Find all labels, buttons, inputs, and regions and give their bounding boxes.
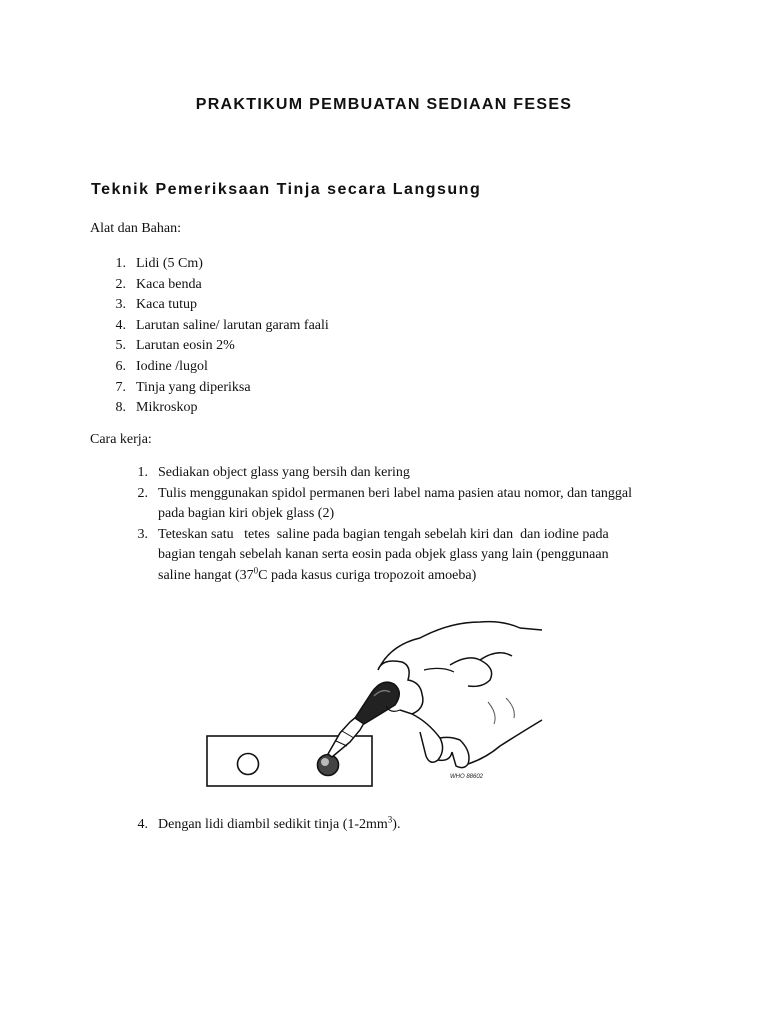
list-item (0, 316, 329, 337)
step-number: 3. (137, 526, 148, 542)
list-number: 1. (115, 256, 126, 271)
hand (378, 622, 542, 768)
tools-label: Alat dan Bahan: (90, 221, 181, 236)
list-number: 2. (115, 276, 126, 292)
list-item (0, 336, 329, 357)
list-text: Larutan eosin 2% (136, 338, 235, 354)
list-item (0, 357, 329, 378)
step-text-line: Tulis menggunakan spidol permanen beri label nama pasien atau nomor, dan tanggal (158, 485, 633, 501)
step-text-segment: saline hangat (37 (158, 567, 254, 583)
step-number: 4. (137, 817, 148, 832)
iodine-drop-circle (318, 755, 339, 776)
step-text-line: pada bagian kiri objek glass (2) (158, 506, 335, 522)
list-item (0, 275, 329, 296)
step-text-line: Teteskan satu tetes saline pada bagian tengah sebelah kiri dan dan iodine pada (158, 526, 609, 542)
list-text: Lidi (5 Cm) (136, 256, 203, 271)
list-item (0, 295, 329, 316)
step-item (0, 463, 700, 484)
list-number: 6. (115, 358, 126, 374)
step-item (0, 525, 700, 587)
section-heading: Teknik Pemeriksaan Tinja secara Langsung (91, 181, 482, 198)
superscript: 0 (253, 565, 259, 576)
step-item (0, 484, 700, 525)
list-number: 3. (115, 297, 126, 313)
list-text: Iodine /lugol (136, 358, 208, 374)
step-text: Sediakan object glass yang bersih dan kering (158, 465, 410, 480)
step-text-line (158, 565, 477, 583)
list-number: 7. (115, 379, 126, 395)
list-text: Kaca benda (136, 276, 202, 292)
method-label: Cara kerja: (90, 432, 152, 447)
list-number: 4. (115, 317, 126, 333)
steps-list-continued (0, 815, 400, 836)
step-text-segment: ). (392, 817, 401, 832)
step-text-segment: C pada kasus curiga tropozoit amoeba) (258, 567, 477, 583)
slide-drop-illustration (150, 610, 545, 800)
steps-list (0, 463, 700, 587)
step-number: 1. (137, 465, 148, 480)
tools-list (0, 254, 329, 419)
list-text: Larutan saline/ larutan garam faali (136, 317, 329, 333)
drop-highlight (321, 758, 329, 766)
list-item (0, 398, 329, 419)
list-item (0, 254, 329, 275)
step-item (0, 815, 400, 836)
step-number: 2. (137, 485, 148, 501)
list-text: Tinja yang diperiksa (136, 379, 251, 395)
saline-drop-circle (238, 754, 259, 775)
list-number: 8. (115, 400, 126, 416)
list-text: Kaca tutup (136, 297, 198, 313)
dropper-bulb (355, 682, 399, 724)
list-item (0, 378, 329, 399)
list-number: 5. (115, 338, 126, 354)
step-text-segment: Dengan lidi diambil sedikit tinja (1-2mm (158, 817, 388, 832)
page-title: PRAKTIKUM PEMBUATAN SEDIAAN FESES (195, 96, 573, 113)
step-text-line: bagian tengah sebelah kanan serta eosin pada objek glass yang lain (penggunaan (158, 547, 609, 563)
list-text: Mikroskop (136, 400, 198, 416)
dropper (328, 717, 364, 757)
figure-caption: WHO 88602 (450, 774, 484, 780)
superscript: 3 (387, 814, 393, 825)
